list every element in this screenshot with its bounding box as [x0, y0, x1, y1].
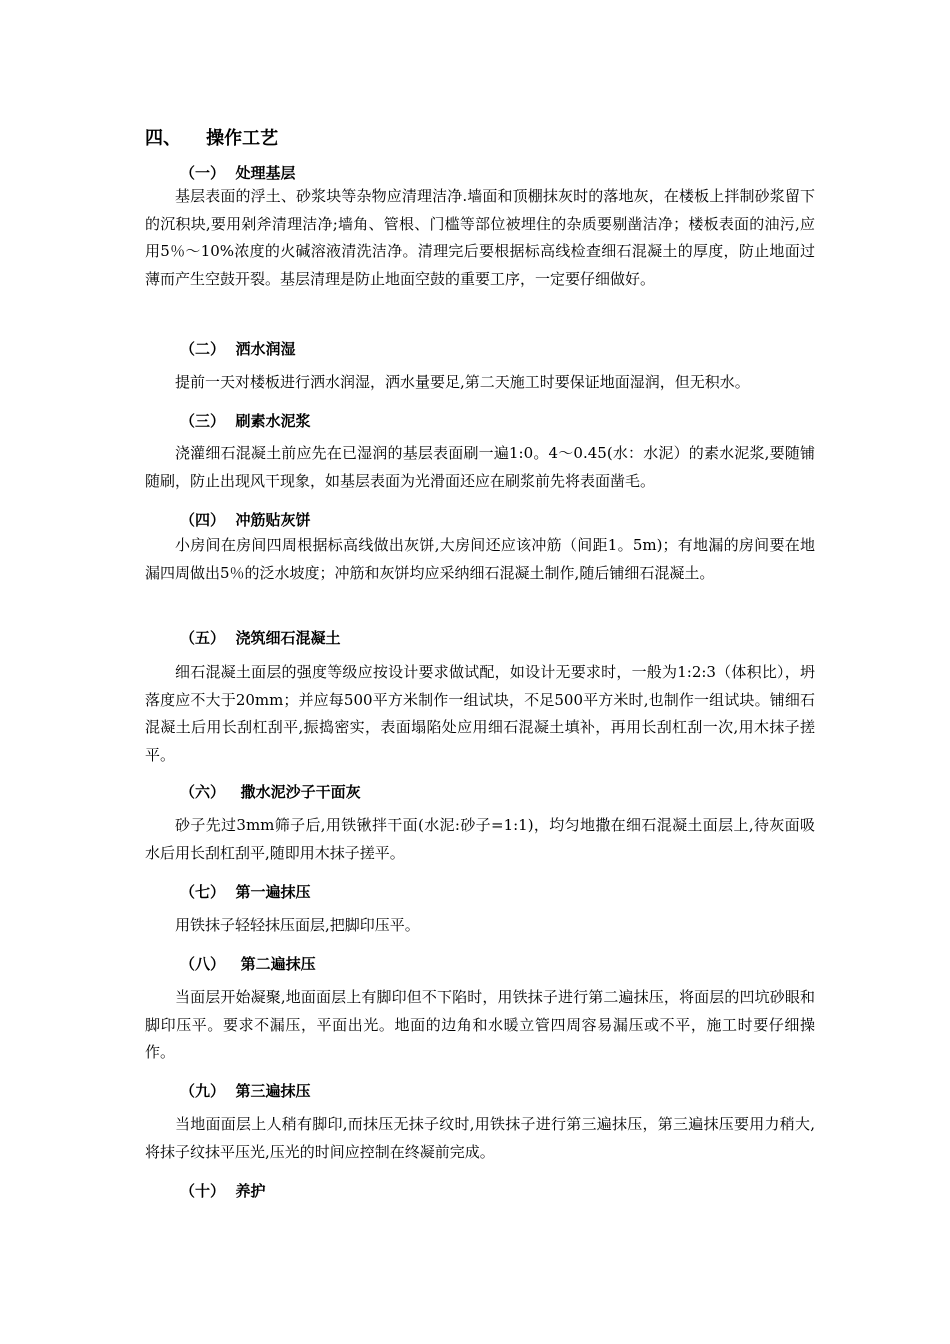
subsection-title-6: （六） 撒水泥沙子干面灰: [180, 783, 361, 801]
subsection-title-4: （四） 冲筋贴灰饼: [180, 511, 311, 529]
subsection-body-4: 小房间在房间四周根据标高线做出灰饼,大房间还应该冲筋（间距1。5m)；有地漏的房间要在地漏四周做出5％的泛水坡度；冲筋和灰饼均应采纳细石混凝土制作,随后铺细石混凝土。: [145, 536, 815, 582]
subsection-title-3: （三） 刷素水泥浆: [180, 412, 311, 430]
subsection-body-6: 砂子先过3mm筛子后,用铁锹拌干面(水泥:砂子=1:1)，均匀地撒在细石混凝土面层上,待灰面吸水后用长刮杠刮平,随即用木抹子搓平。: [145, 816, 815, 862]
subsection-title-5: （五） 浇筑细石混凝土: [180, 629, 341, 647]
subsection-title-2: （二） 洒水润湿: [180, 340, 296, 358]
subsection-body-9: 当地面面层上人稍有脚印,而抹压无抹子纹时,用铁抹子进行第三遍抹压，第三遍抹压要用力稍大,将抹子纹抹平压光,压光的时间应控制在终凝前完成。: [145, 1115, 815, 1161]
subsection-body-5: 细石混凝土面层的强度等级应按设计要求做试配，如设计无要求时，一般为1:2:3（体积比），坍落度应不大于20mm；并应每500平方米制作一组试块，不足500平方米时,也制作一组试块。铺细石混凝土后用长刮杠刮平,振捣密实，表面塌陷处应用细石混凝土填补，再用长刮杠刮一次,用木抹子搓平。: [145, 663, 815, 764]
subsection-title-10: （十） 养护: [180, 1182, 266, 1200]
subsection-body-3: 浇灌细石混凝土前应先在已湿润的基层表面刷一遍1:0。4～0.45(水：水泥）的素水泥浆,要随铺随刷，防止出现风干现象，如基层表面为光滑面还应在刷浆前先将表面凿毛。: [145, 444, 815, 490]
subsection-title-9: （九） 第三遍抹压: [180, 1082, 311, 1100]
subsection-body-1: 基层表面的浮土、砂浆块等杂物应清理洁净.墙面和顶棚抹灰时的落地灰，在楼板上拌制砂浆留下的沉积块,要用剁斧清理洁净;墙角、管根、门槛等部位被埋住的杂质要剔凿洁净；楼板表面的油污,应用5％～10%浓度的火碱溶液清洗洁净。清理完后要根据标高线检查细石混凝土的厚度，防止地面过薄而产生空鼓开裂。基层清理是防止地面空鼓的重要工序，一定要仔细做好。: [145, 187, 815, 288]
subsection-title-7: （七） 第一遍抹压: [180, 883, 311, 901]
subsection-title-1: （一） 处理基层: [180, 164, 296, 182]
subsection-body-2: 提前一天对楼板进行洒水润湿，洒水量要足,第二天施工时要保证地面湿润，但无积水。: [175, 373, 750, 391]
section-heading: 四、 操作工艺: [145, 128, 279, 149]
subsection-body-8: 当面层开始凝聚,地面面层上有脚印但不下陷时，用铁抹子进行第二遍抹压，将面层的凹坑砂眼和脚印压平。要求不漏压，平面出光。地面的边角和水暖立管四周容易漏压或不平，施工时要仔细操作。: [145, 988, 815, 1061]
subsection-title-8: （八） 第二遍抹压: [180, 955, 316, 973]
subsection-body-7: 用铁抹子轻轻抹压面层,把脚印压平。: [175, 916, 420, 934]
